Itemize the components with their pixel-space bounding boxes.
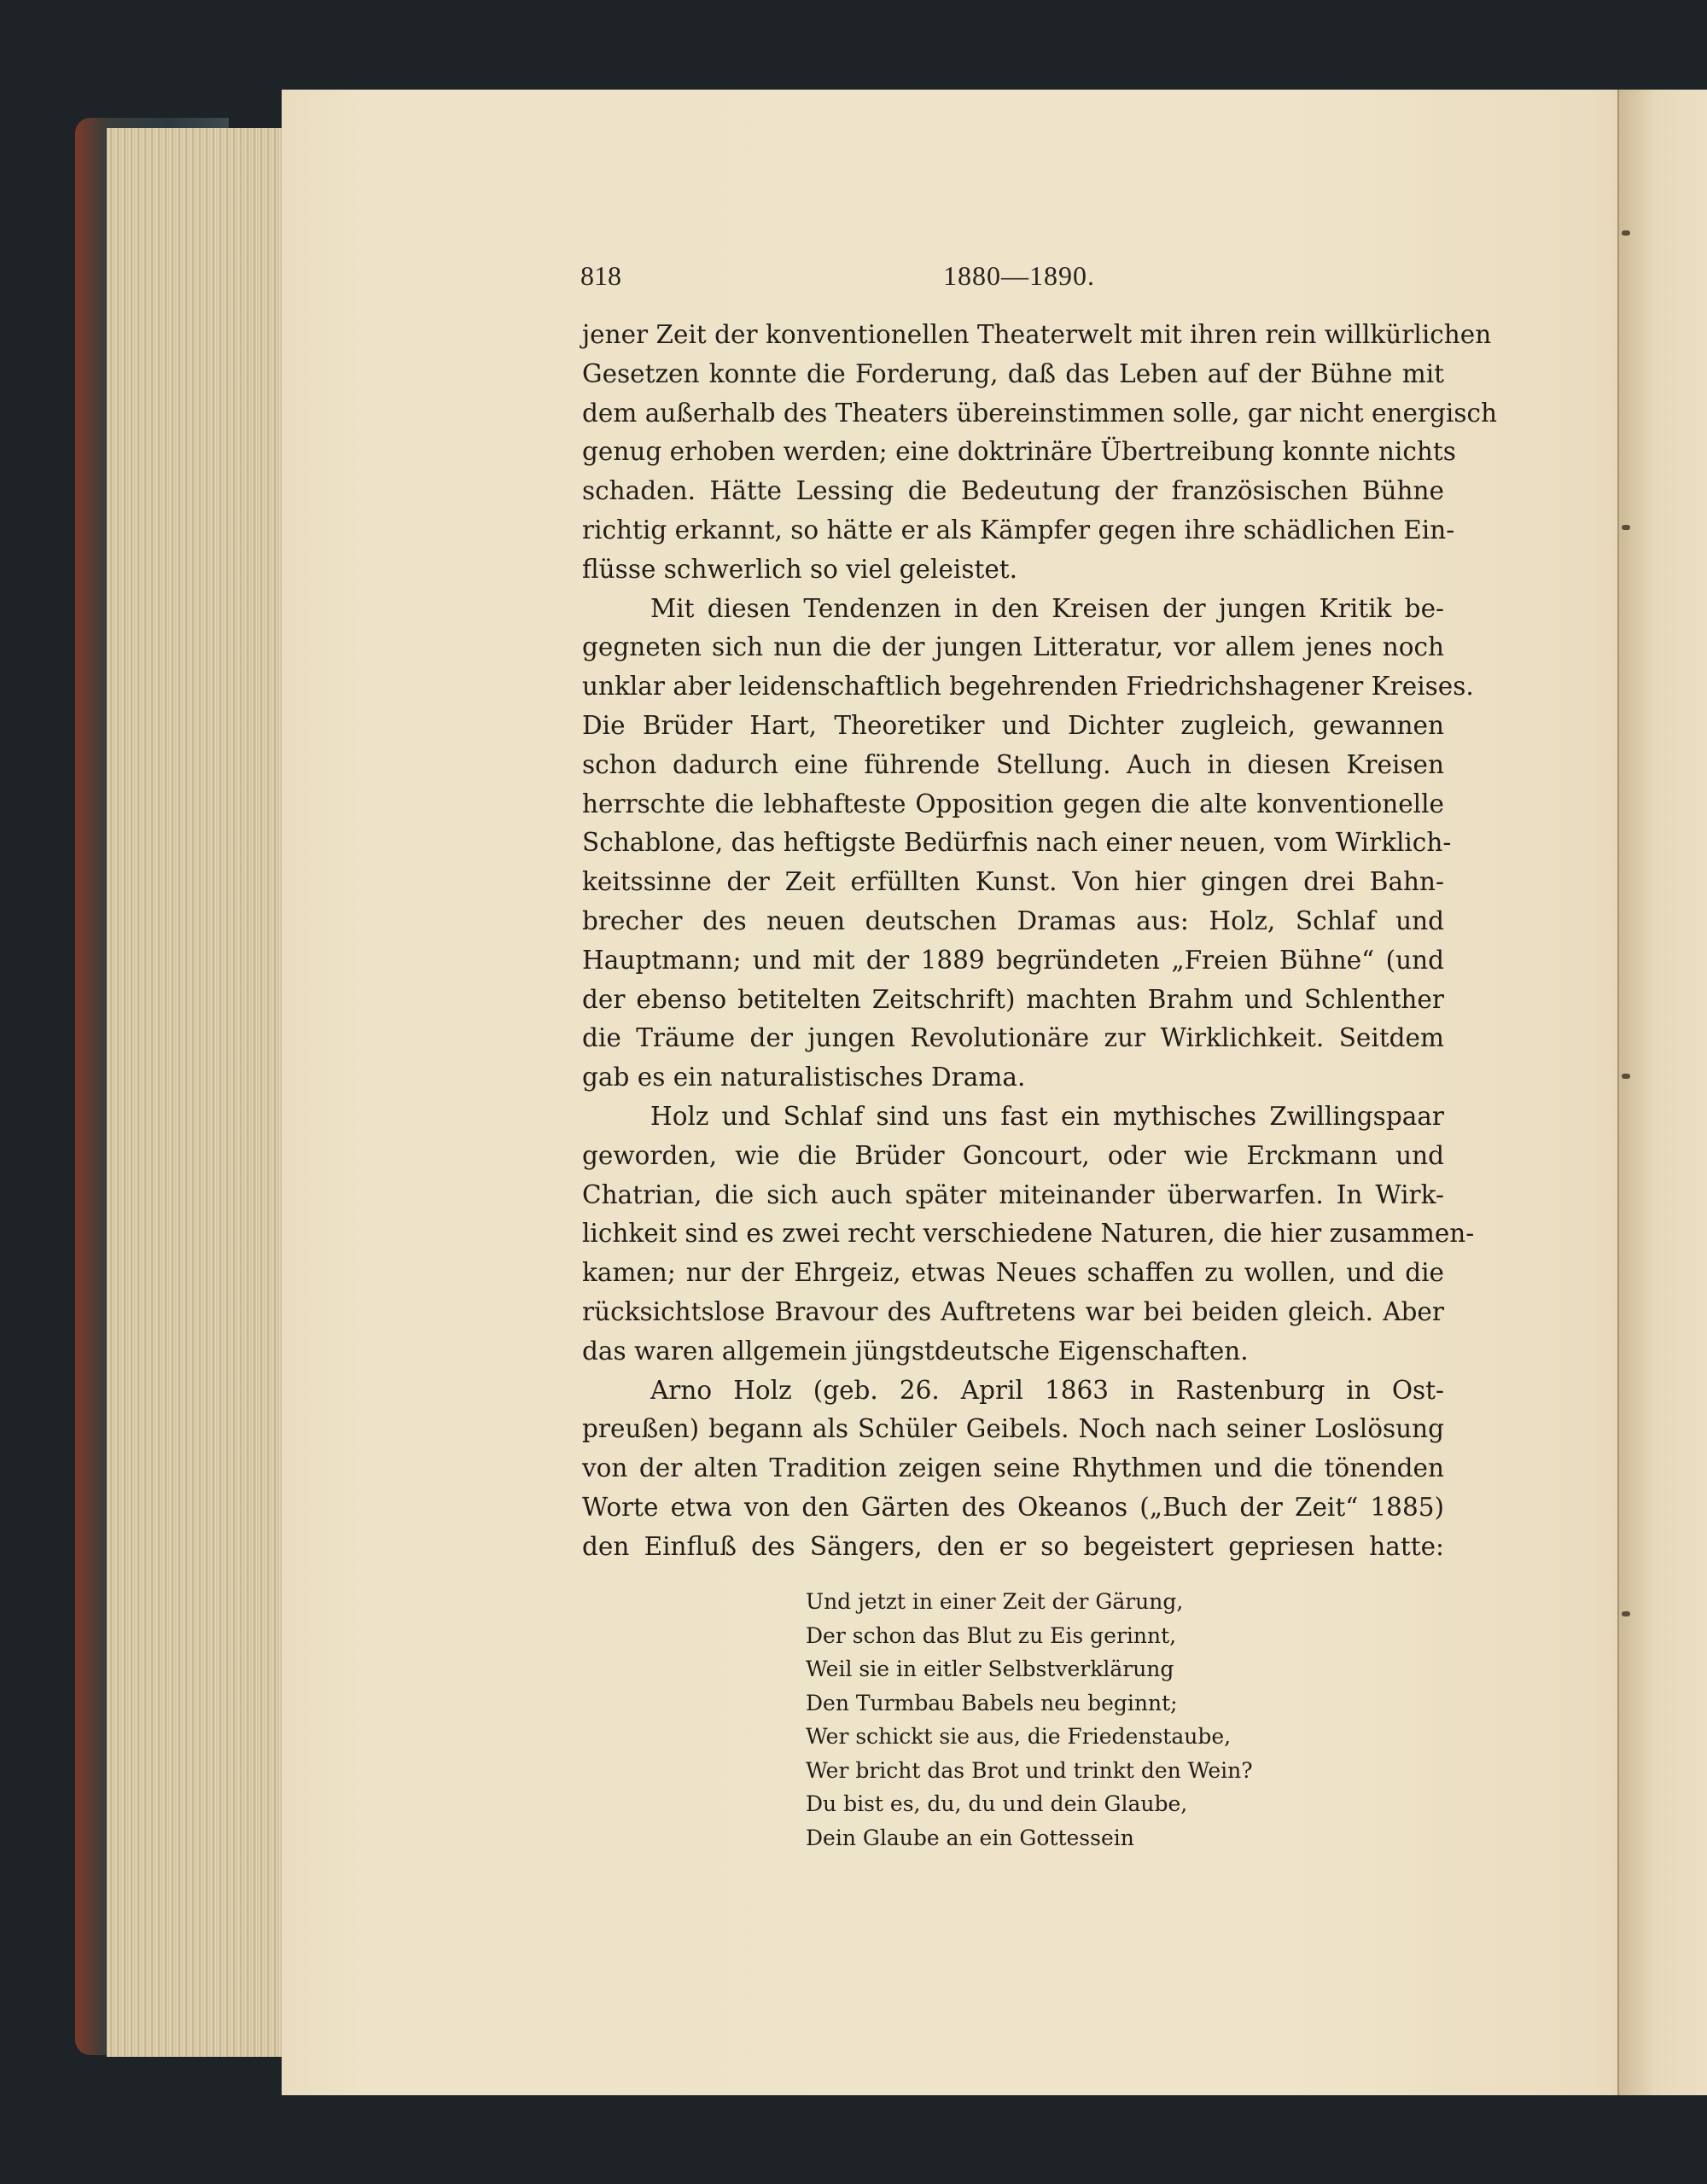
poem-line: Wer bricht das Brot und trinkt den Wein? — [806, 1757, 1253, 1783]
text-line: der ebenso betitelten Zeitschrift) machten Brahm und Schlenther — [582, 984, 1444, 1014]
margin-mark — [1622, 1074, 1630, 1079]
text-line: Arno Holz (geb. 26. April 1863 in Rastenburg in Ost- — [650, 1375, 1444, 1405]
text-line: schon dadurch eine führende Stellung. Auch in diesen Kreisen — [582, 749, 1444, 779]
text-line: Worte etwa von den Gärten des Okeanos („Buch der Zeit“ 1885) — [582, 1492, 1444, 1522]
text-line: keitssinne der Zeit erfüllten Kunst. Von hier gingen drei Bahn- — [582, 867, 1444, 897]
text-line: gab es ein naturalistisches Drama. — [582, 1063, 1026, 1092]
margin-mark — [1622, 525, 1630, 530]
text-line: kamen; nur der Ehrgeiz, etwas Neues schaffen zu wollen, und die — [582, 1258, 1444, 1288]
text-line: rücksichtslose Bravour des Auftretens war bei beiden gleich. Aber — [582, 1296, 1444, 1326]
text-line: Die Brüder Hart, Theoretiker und Dichter zugleich, gewannen — [582, 710, 1444, 740]
poem-line: Weil sie in eitler Selbstverklärung — [806, 1657, 1174, 1681]
poem-line: Den Turmbau Babels neu beginnt; — [806, 1690, 1178, 1715]
text-line: unklar aber leidenschaftlich begehrenden Friedrichshagener Kreises. — [582, 672, 1474, 702]
text-line: den Einfluß des Sängers, den er so begeistert gepriesen hatte: — [582, 1531, 1444, 1561]
text-line: schaden. Hätte Lessing die Bedeutung der französischen Bühne — [582, 476, 1444, 506]
text-line: preußen) begann als Schüler Geibels. Noch nach seiner Loslösung — [582, 1414, 1444, 1444]
text-line: die Träume der jungen Revolutionäre zur Wirklichkeit. Seitdem — [582, 1023, 1444, 1053]
text-line: Schablone, das heftigste Bedürfnis nach einer neuen, vom Wirklich- — [582, 828, 1452, 858]
text-line: lichkeit sind es zwei recht verschiedene Naturen, die hier zusammen- — [582, 1219, 1475, 1249]
body-text — [582, 316, 1497, 1567]
poem-line: Und jetzt in einer Zeit der Gärung, — [806, 1589, 1184, 1614]
text-line: Gesetzen konnte die Forderung, daß das Leben auf der Bühne mit — [582, 358, 1444, 388]
margin-mark — [1622, 1611, 1630, 1616]
text-line: herrschte die lebhafteste Opposition gegen die alte konventionelle — [582, 789, 1444, 818]
text-line: geworden, wie die Brüder Goncourt, oder wie Erckmann und — [582, 1140, 1444, 1170]
text-line: das waren allgemein jüngstdeutsche Eigenschaften. — [582, 1336, 1249, 1366]
text-line: richtig erkannt, so hätte er als Kämpfer gegen ihre schädlichen Ein- — [582, 515, 1455, 545]
poem-line: Wer schickt sie aus, die Friedenstaube, — [806, 1724, 1232, 1749]
text-line: jener Zeit der konventionellen Theaterwelt mit ihren rein willkürlichen — [582, 320, 1492, 349]
text-line: von der alten Tradition zeigen seine Rhythmen und die tönenden — [582, 1453, 1444, 1483]
text-line: genug erhoben werden; eine doktrinäre Übertreibung konnte nichts — [582, 437, 1456, 467]
poem-line: Dein Glaube an ein Gottessein — [806, 1825, 1134, 1850]
text-line: Mit diesen Tendenzen in den Kreisen der jungen Kritik be- — [650, 593, 1444, 623]
page-edges — [107, 128, 290, 2057]
text-line: Chatrian, die sich auch später miteinander überwarfen. In Wirk- — [582, 1179, 1444, 1209]
text-line: Hauptmann; und mit der 1889 begründeten „Freien Bühne“ (und — [582, 945, 1444, 975]
poem-line: Der schon das Blut zu Eis gerinnt, — [806, 1622, 1177, 1648]
poem-quote — [806, 1585, 1335, 1855]
page-number: 818 — [580, 260, 621, 291]
running-head: 1880—1890. — [943, 260, 1095, 291]
text-line: gegneten sich nun die der jungen Litteratur, vor allem jenes noch — [582, 632, 1444, 662]
poem-line: Du bist es, du, du und dein Glaube, — [806, 1791, 1188, 1816]
facing-page-edge — [1617, 90, 1707, 2095]
margin-mark — [1622, 230, 1630, 236]
page-header — [580, 260, 1451, 294]
text-line: flüsse schwerlich so viel geleistet. — [582, 554, 1018, 584]
text-line: Holz und Schlaf sind uns fast ein mythisches Zwillingspaar — [650, 1101, 1444, 1131]
text-line: dem außerhalb des Theaters übereinstimmen solle, gar nicht energisch — [582, 398, 1497, 428]
text-line: brecher des neuen deutschen Dramas aus: Holz, Schlaf und — [582, 906, 1444, 935]
